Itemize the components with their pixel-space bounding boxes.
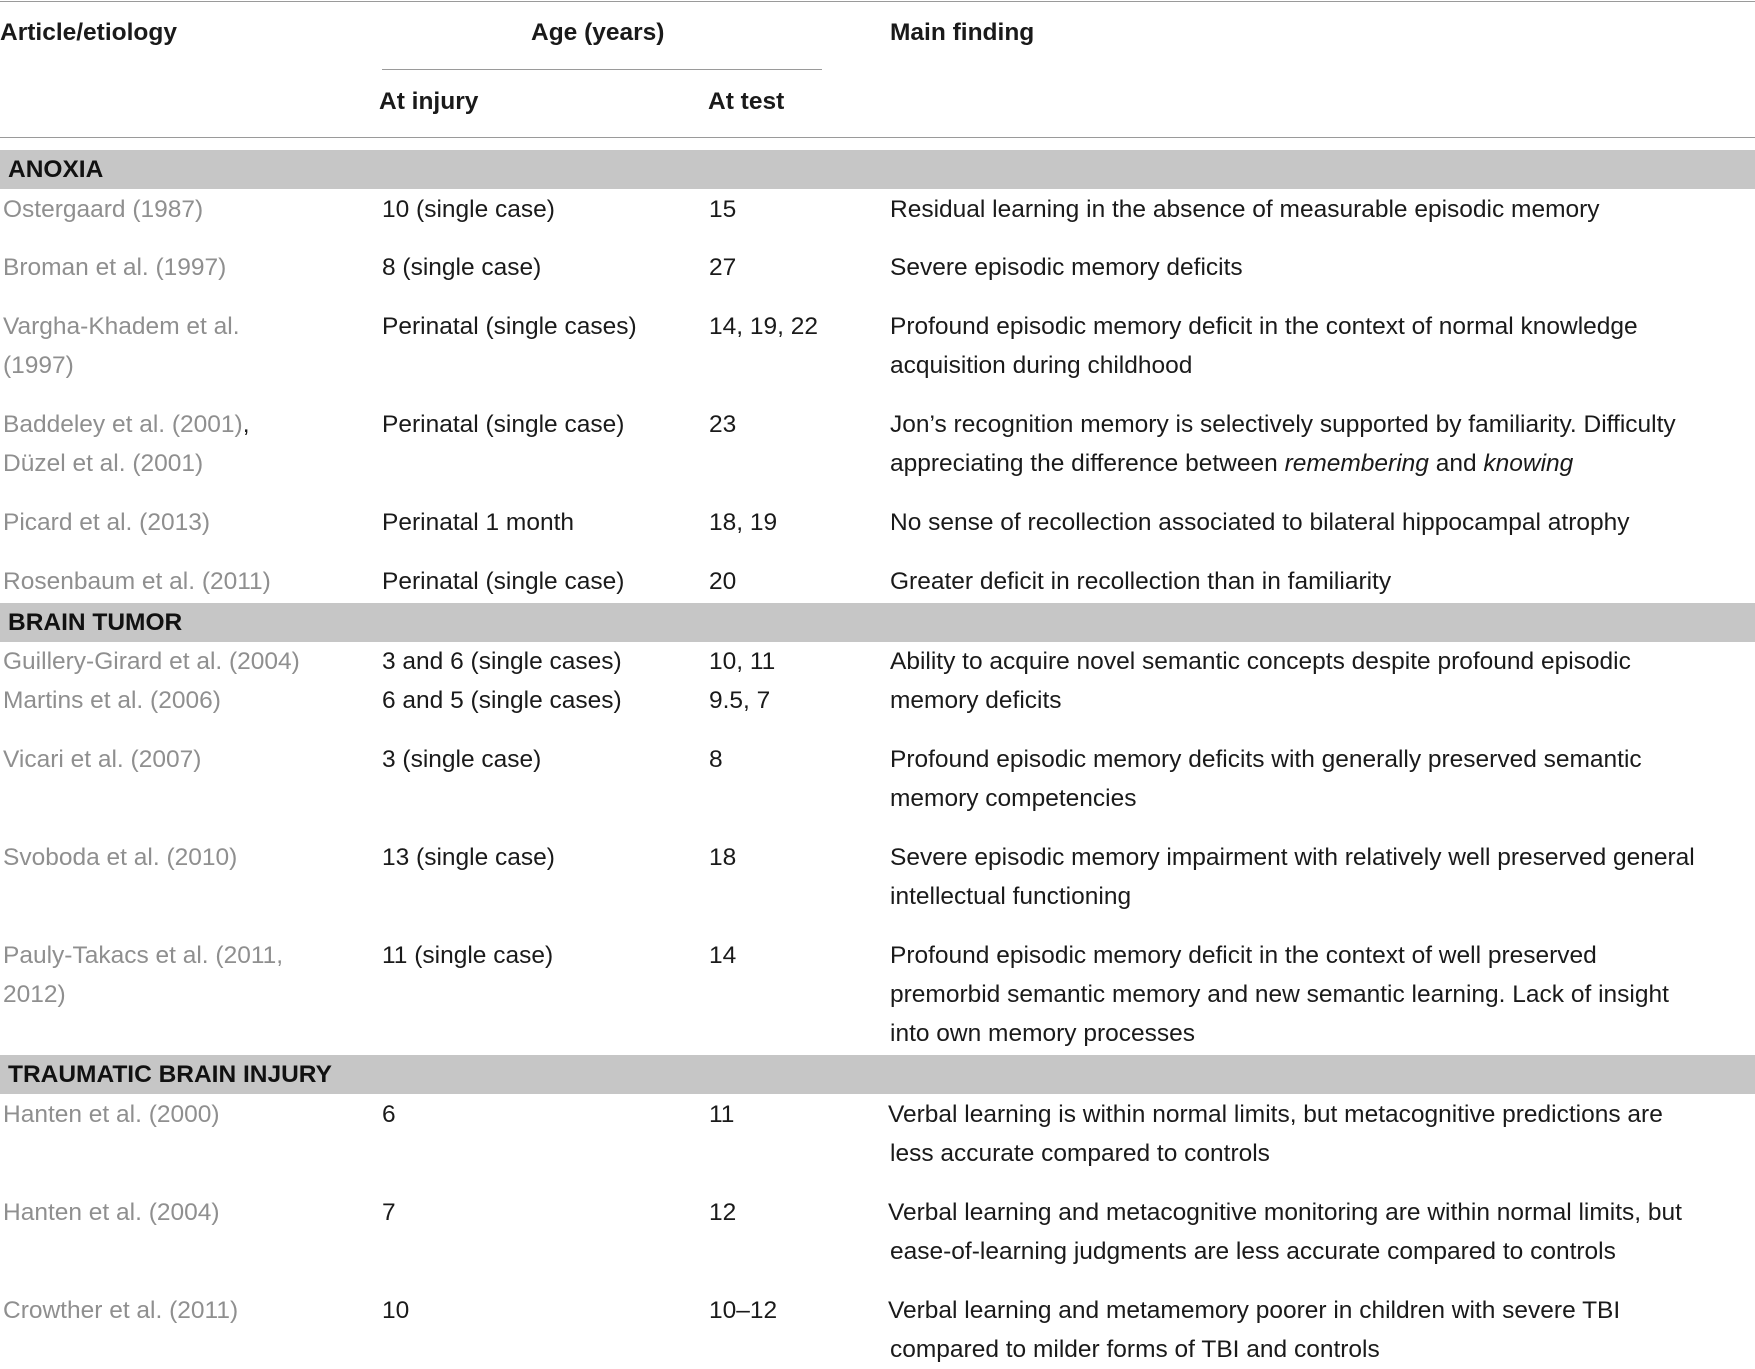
- finding-text: appreciating the difference between: [890, 450, 1285, 477]
- main-finding: Severe episodic memory deficits: [890, 254, 1243, 281]
- main-finding: Profound episodic memory deficit in the context of well preserved: [890, 942, 1597, 969]
- article-ref: Broman et al. (1997): [3, 254, 227, 281]
- main-finding-cont: memory deficits: [890, 687, 1062, 714]
- main-finding-cont: intellectual functioning: [890, 883, 1132, 910]
- header-age: Age (years): [531, 19, 665, 46]
- age-at-injury: 6 and 5 (single cases): [382, 687, 622, 714]
- main-finding: Verbal learning and metamemory poorer in children with severe TBI: [888, 1297, 1621, 1324]
- main-finding-cont: [890, 444, 1573, 483]
- article-ref: Pauly-Takacs et al. (2011,: [3, 942, 284, 969]
- age-at-test: 11: [709, 1101, 735, 1128]
- article-ref: [3, 405, 250, 444]
- age-at-test: 8: [709, 746, 723, 773]
- age-at-injury: 3 and 6 (single cases): [382, 648, 622, 675]
- section-anoxia: [0, 150, 1755, 189]
- age-at-injury: Perinatal (single case): [382, 411, 625, 438]
- age-at-test: 10–12: [709, 1297, 778, 1324]
- main-finding-cont: premorbid semantic memory and new semantic learning. Lack of insight: [890, 981, 1669, 1008]
- finding-text: and: [1428, 450, 1484, 477]
- main-finding: No sense of recollection associated to bilateral hippocampal atrophy: [890, 509, 1630, 536]
- main-finding: Severe episodic memory impairment with relatively well preserved general: [890, 844, 1695, 871]
- article-ref-comma: ,: [242, 411, 250, 438]
- section-traumatic-brain-injury: [0, 1055, 1755, 1094]
- main-finding: Verbal learning and metacognitive monitoring are within normal limits, but: [888, 1199, 1682, 1226]
- header-finding: Main finding: [890, 19, 1035, 46]
- age-at-injury: 13 (single case): [382, 844, 555, 871]
- main-finding-cont: memory competencies: [890, 785, 1137, 812]
- main-finding: Profound episodic memory deficits with generally preserved semantic: [890, 746, 1642, 773]
- age-at-test: 18, 19: [709, 509, 778, 536]
- article-ref-cont: 2012): [3, 981, 66, 1008]
- main-finding: Residual learning in the absence of measurable episodic memory: [890, 196, 1600, 223]
- age-at-test: 12: [709, 1199, 737, 1226]
- finding-emphasis: remembering: [1284, 450, 1429, 477]
- age-at-injury: Perinatal 1 month: [382, 509, 575, 536]
- main-finding: Profound episodic memory deficit in the context of normal knowledge: [890, 313, 1638, 340]
- age-at-injury: 8 (single case): [382, 254, 542, 281]
- article-ref: Crowther et al. (2011): [3, 1297, 239, 1324]
- main-finding: Jon’s recognition memory is selectively supported by familiarity. Difficulty: [890, 411, 1676, 438]
- age-at-injury: 11 (single case): [382, 942, 554, 969]
- main-finding-cont: ease-of-learning judgments are less accurate compared to controls: [890, 1238, 1616, 1265]
- age-at-injury: 7: [382, 1199, 396, 1226]
- finding-emphasis: knowing: [1483, 450, 1574, 477]
- article-ref-cont: (1997): [3, 352, 74, 379]
- age-at-injury: 10: [382, 1297, 410, 1324]
- main-finding: Ability to acquire novel semantic concepts despite profound episodic: [890, 648, 1631, 675]
- age-at-injury: 10 (single case): [382, 196, 555, 223]
- article-ref-text: Baddeley et al. (2001): [3, 411, 243, 438]
- age-at-test: 23: [709, 411, 737, 438]
- article-ref: Vargha-Khadem et al.: [3, 313, 240, 340]
- article-ref: Svoboda et al. (2010): [3, 844, 238, 871]
- article-ref: Hanten et al. (2000): [3, 1101, 220, 1128]
- age-at-test: 14: [709, 942, 737, 969]
- header-at-test: At test: [708, 88, 785, 115]
- age-at-injury: 3 (single case): [382, 746, 542, 773]
- article-ref: Picard et al. (2013): [3, 509, 210, 536]
- age-at-injury: Perinatal (single cases): [382, 313, 637, 340]
- age-subheader-rule: [382, 69, 822, 70]
- article-ref-cont: Düzel et al. (2001): [3, 450, 204, 477]
- age-at-injury: 6: [382, 1101, 396, 1128]
- age-at-test: 14, 19, 22: [709, 313, 818, 340]
- article-ref: Hanten et al. (2004): [3, 1199, 220, 1226]
- section-brain-tumor: [0, 603, 1755, 642]
- age-at-test: 27: [709, 254, 737, 281]
- age-at-test: 18: [709, 844, 737, 871]
- main-finding-cont: less accurate compared to controls: [890, 1140, 1270, 1167]
- main-finding-cont: into own memory processes: [890, 1020, 1196, 1047]
- article-ref: Guillery-Girard et al. (2004): [3, 648, 300, 675]
- main-finding-cont: compared to milder forms of TBI and controls: [890, 1336, 1380, 1363]
- age-at-test: 15: [709, 196, 737, 223]
- age-at-test: 10, 11: [709, 648, 776, 675]
- main-finding-cont: acquisition during childhood: [890, 352, 1193, 379]
- article-ref: Martins et al. (2006): [3, 687, 221, 714]
- main-finding: Verbal learning is within normal limits, but metacognitive predictions are: [888, 1101, 1663, 1128]
- header-at-injury: At injury: [379, 88, 479, 115]
- section-label: TRAUMATIC BRAIN INJURY: [8, 1061, 332, 1088]
- article-ref: Rosenbaum et al. (2011): [3, 568, 271, 595]
- main-finding: Greater deficit in recollection than in familiarity: [890, 568, 1392, 595]
- header-bottom-rule: [0, 137, 1755, 138]
- age-at-test: 20: [709, 568, 737, 595]
- age-at-test: 9.5, 7: [709, 687, 771, 714]
- section-label: BRAIN TUMOR: [8, 609, 183, 636]
- top-rule: [0, 1, 1755, 2]
- header-article: Article/etiology: [0, 19, 177, 46]
- article-ref: Ostergaard (1987): [3, 196, 204, 223]
- article-ref: Vicari et al. (2007): [3, 746, 202, 773]
- age-at-injury: Perinatal (single case): [382, 568, 625, 595]
- section-label: ANOXIA: [8, 156, 104, 183]
